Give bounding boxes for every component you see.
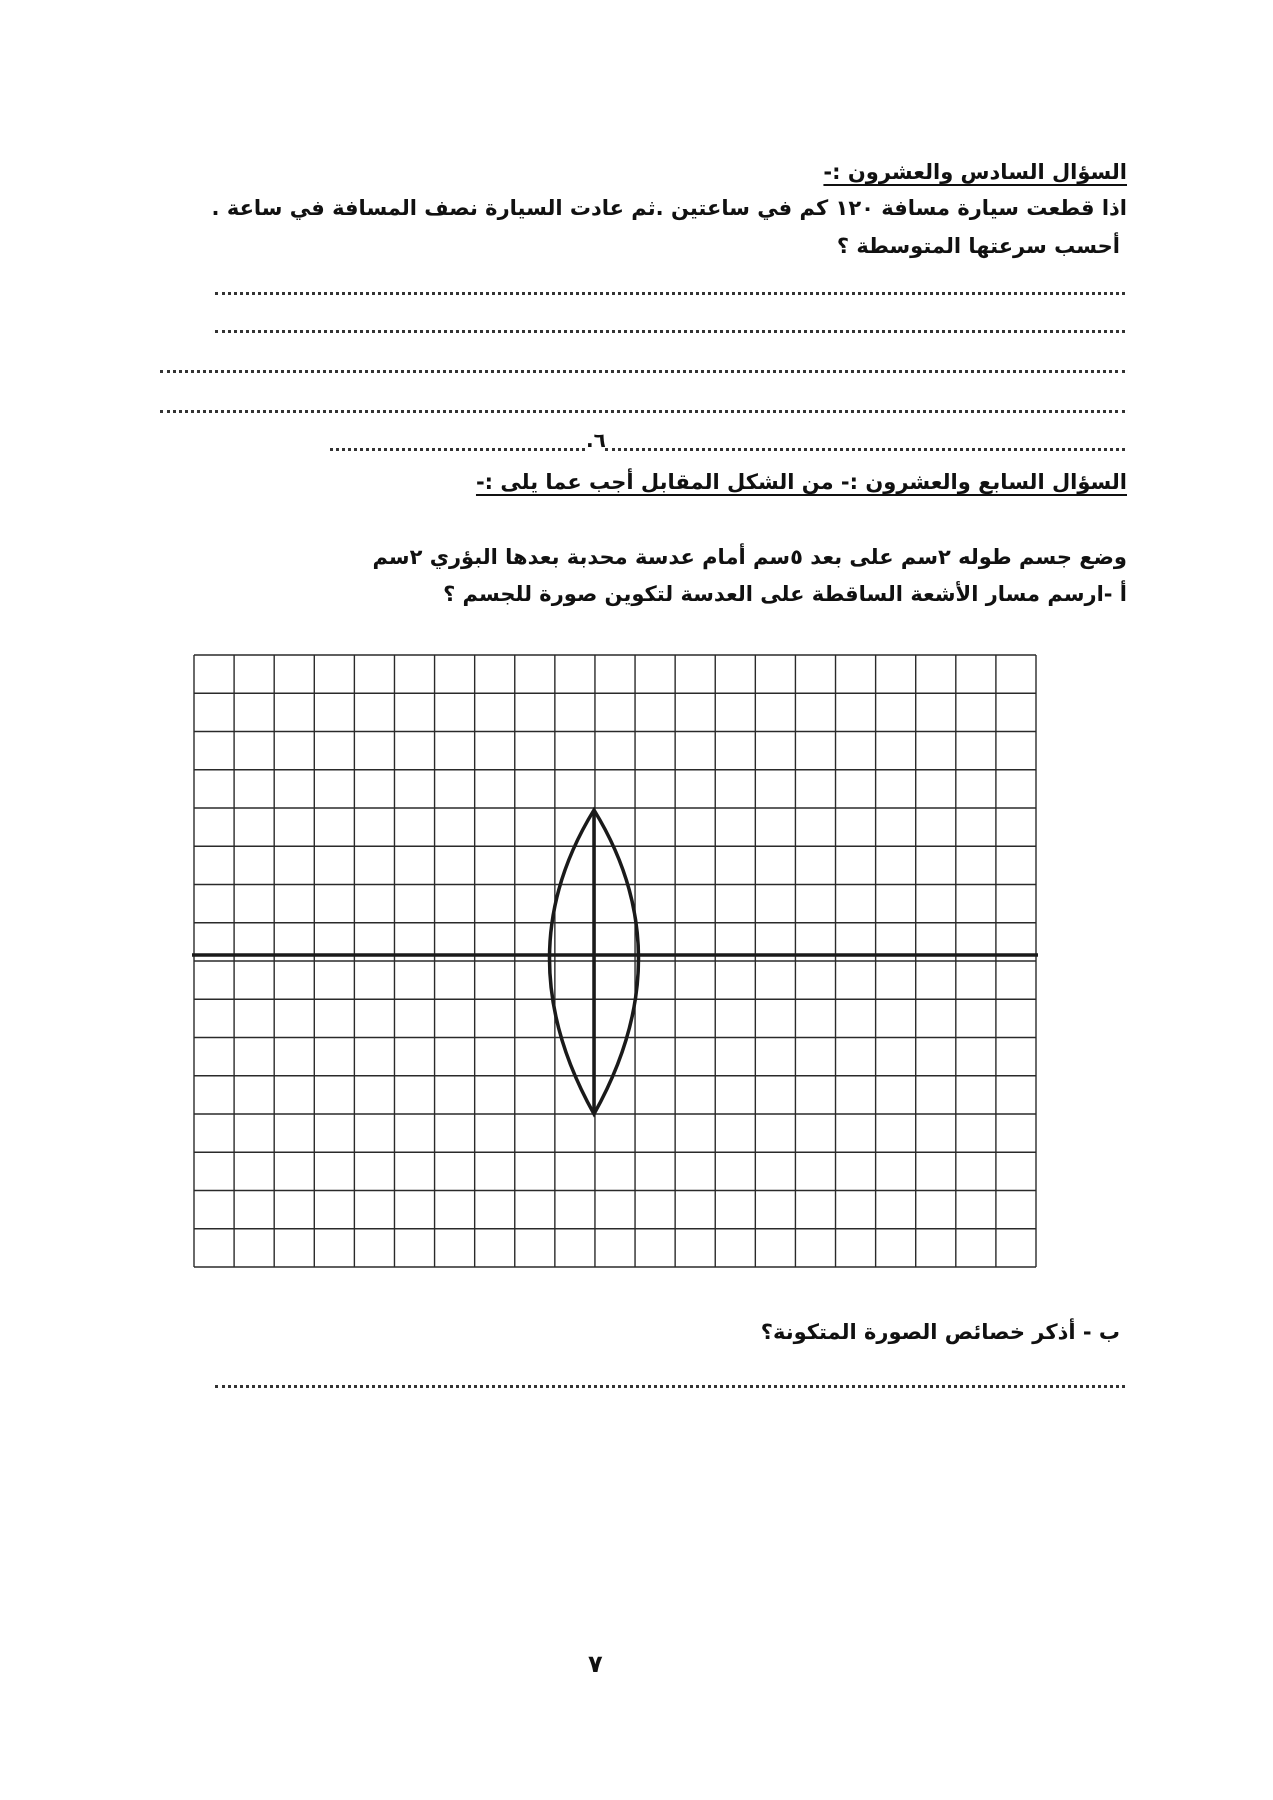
answer-line-5-right[interactable] bbox=[605, 448, 1125, 451]
q26-question-text: أحسب سرعتها المتوسطة ؟ bbox=[836, 234, 1120, 258]
q26-problem-text: اذا قطعت سيارة مسافة ١٢٠ كم في ساعتين .ثم عادت السيارة نصف المسافة في ساعة . bbox=[211, 196, 1127, 220]
answer-line-4[interactable] bbox=[160, 410, 1125, 413]
q27-problem-text: وضع جسم طوله ٢سم على بعد ٥سم أمام عدسة محدبة بعدها البؤري ٢سم bbox=[372, 545, 1127, 569]
item-marker: ٦. bbox=[586, 428, 606, 452]
answer-line-part-b[interactable] bbox=[215, 1385, 1125, 1388]
lens-grid-figure[interactable] bbox=[0, 620, 1273, 1320]
answer-line-3[interactable] bbox=[160, 370, 1125, 373]
page-number: ٧ bbox=[588, 1650, 603, 1678]
answer-line-5-left[interactable] bbox=[330, 448, 585, 451]
answer-line-1[interactable] bbox=[215, 292, 1125, 295]
grid bbox=[194, 655, 1036, 1267]
q27-part-a-text: أ -ارسم مسار الأشعة الساقطة على العدسة لتكوين صورة للجسم ؟ bbox=[443, 582, 1127, 606]
q27-part-b-text: ب - أذكر خصائص الصورة المتكونة؟ bbox=[760, 1320, 1120, 1344]
q27-heading: السؤال السابع والعشرون :- من الشكل المقابل أجب عما يلى :- bbox=[475, 470, 1127, 494]
answer-line-2[interactable] bbox=[215, 330, 1125, 333]
q26-heading: السؤال السادس والعشرون :- bbox=[823, 160, 1127, 184]
